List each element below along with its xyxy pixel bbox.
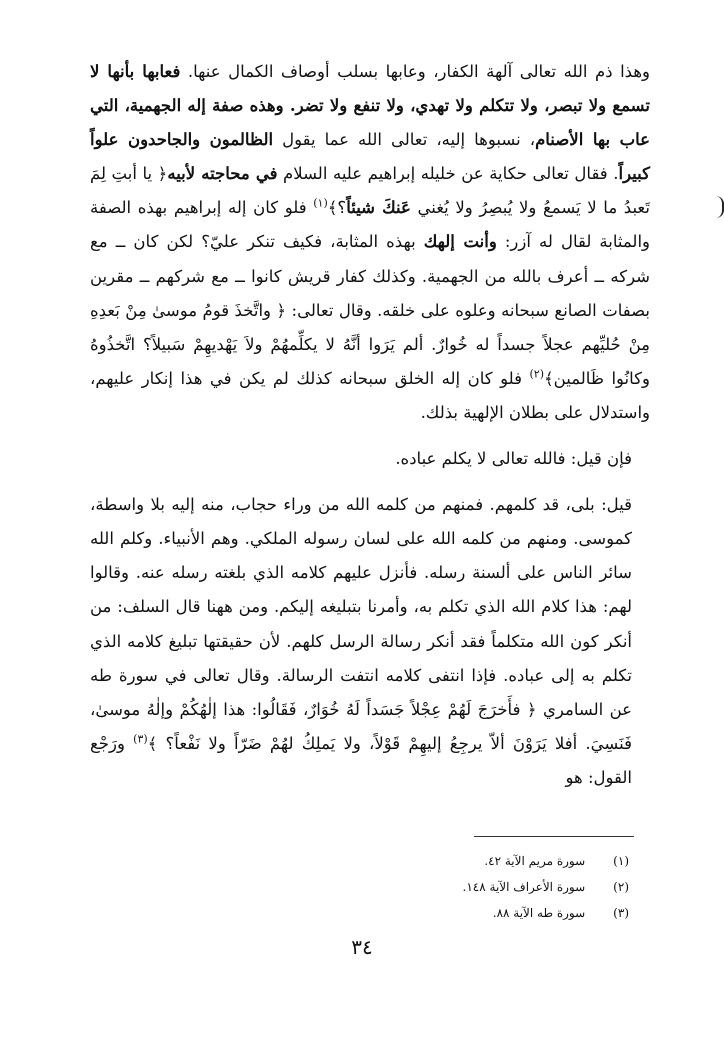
footnote-number: (٢) [613,880,629,894]
text-run: ورَجْع القول: هو [90,733,632,787]
text-run: في محاجته لأبيه [167,164,278,184]
footnote-text: سورة مريم الآية ٤٢. [484,854,586,868]
text-run: فلو كان إله إبراهيم بهذه الصفة والمثابة لقال له آزر: [90,198,650,252]
text-run: فإن قيل: فالله تعالى لا يكلم عباده. [395,449,632,469]
footnote-text: سورة طه الآية ٨٨. [492,906,586,920]
text-run: وأنت إلهك [423,232,497,252]
paragraph-1 [90,55,660,430]
text-run: فلو كان إله الخلق سبحانه كذلك لم يكن في هذا إنكار عليهم، واستدلال على بطلان الإلهية بذلك. [90,368,650,422]
main-text [90,55,660,795]
footnote-ref: (٣) [133,732,148,746]
footnotes [229,848,629,926]
text-run: ﴿ يا أبتِ لِمَ تَعبدُ ما لا يَسمعُ ولا يُبصِرُ ولا يُغني [90,164,650,218]
text-run: فعابها بأنها لا تسمع ولا تبصر، ولا تتكلم ولا تهدي، ولا تنفع ولا تضر. وهذه صفة إله الجهمية، التي عاب بها الأصنام [90,62,650,150]
margin-bracket-mark [716,196,724,218]
footnote-text: سورة الأعراف الآية ١٤٨. [462,880,586,894]
footnote-ref: (٢) [529,367,545,381]
paragraph-3 [90,488,660,795]
footnote-1 [229,848,629,874]
paragraph-2 [90,442,660,476]
page-number: ٣٤ [351,935,373,959]
footnote-3 [229,900,629,926]
text-run: قيل: بلى، قد كلمهم. فمنهم من كلمه الله من وراء حجاب، منه إليه بلا واسطة، كموسى. ومنهم من كلمه الله على لسان رسوله الملكي. وهم الأنبياء. وكلم الله سائر الناس على ألسنة رسله. فأنزل عليهم كلامه الذي بلغته رسله عنه. وقالوا لهم: هذا كلام الله الذي تكلم به، وأمرنا بتبليغه إليكم. ومن ههنا قال السلف: من أنكر كون الله متكلماً فقد أنكر رسالة الرسل كلهم. لأن حقيقتها تبليغ كلامه الذي تكلم به إلى عباده. فإذا انتفى كلامه انتفت الرسالة. وقال تعالى في سورة طه عن السامري ﴿ فأَخرَجَ لَهُمْ عِجْلاً جَسَداً لَهُ خُوَارٌ، فَقَالُوا: هذا إلٰهُكُمْ وإلٰهُ موسىٰ، فَنَسِيَ. أفلا يَرَوْنَ ألاّ يرجِعُ إليهِمْ قَوْلاً، ولا يَملِكُ لهُمْ ضَرّاً ولا نَفْعاً؟ ﴾ [90,495,632,753]
text-run: ، نسبوها إليه، تعالى الله عما يقول [273,130,536,150]
text-run: . فقال تعالى حكاية عن خليله إبراهيم عليه السلام [277,164,619,184]
text-run: بهذه المثابة، فكيف تنكر عليّ؟ لكن كان ــ مع شركه ــ أعرف بالله من الجهمية. وكذلك كفار قريش كانوا ــ مع شركهم ــ مقرين بصفات الصانع سبحانه وعلوه على خلقه. وقال تعالى: ﴿ واتَّخذَ قومُ موسىٰ مِنْ بَعدِهِ مِنْ حُليِّهم عجلاً جسداً له خُوارٌ. ألم يَرَوا أنَّهُ لا يكلِّمهُمْ ولاَ يَهْديهِمْ سَبيلاً؟ اتَّخذُوهُ وكانُوا ظَالمين﴾ [90,232,650,388]
text-run: ؟﴾ [327,198,347,218]
text-run: عَنكَ شيئاً [346,198,411,218]
footnote-2 [229,874,629,900]
footnote-ref: (١) [313,196,328,210]
text-run: الظالمون والجاحدون علواً كبيراً [90,130,650,184]
footnote-number: (٣) [613,906,629,920]
text-run: وهذا ذم الله تعالى آلهة الكفار، وعابها بسلب أوصاف الكمال عنها. [180,62,651,81]
footnote-separator [474,836,634,837]
footnote-number: (١) [613,854,629,868]
